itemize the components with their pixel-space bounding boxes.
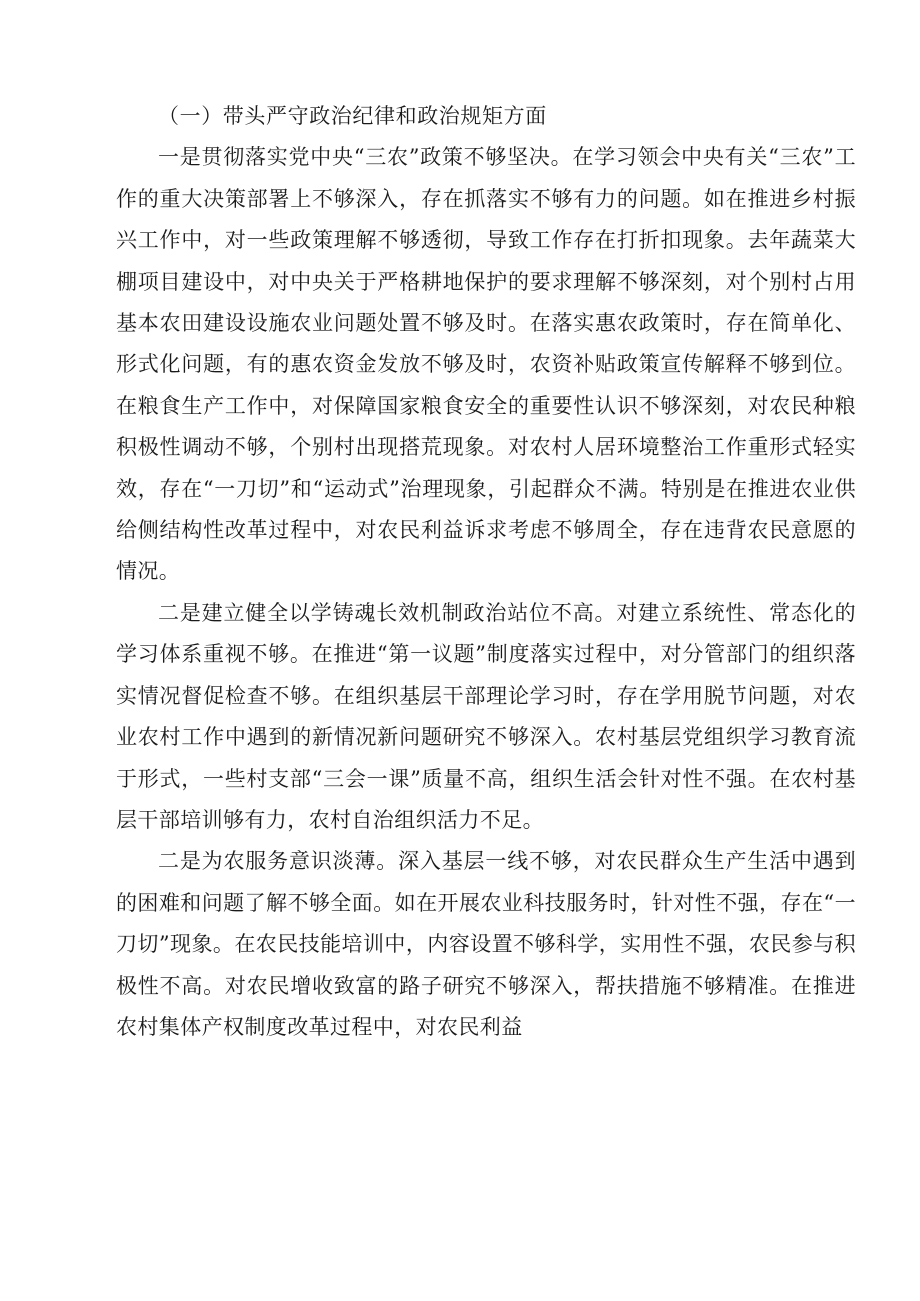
document-body [116, 96, 856, 1048]
paragraph-political-discipline: 一是贯彻落实党中央“三农”政策不够坚决。在学习领会中央有关“三农”工作的重大决策部署上不够深入，存在抓落实不够有力的问题。如在推进乡村振兴工作中，对一些政策理解不够透彻，导致工作存在打折扣现象。去年蔬菜大棚项目建设中，对中央关于严格耕地保护的要求理解不够深刻，对个别村占用基本农田建设设施农业问题处置不够及时。在落实惠农政策时，存在简单化、形式化问题，有的惠农资金发放不够及时，农资补贴政策宣传解释不够到位。在粮食生产工作中，对保障国家粮食安全的重要性认识不够深刻，对农民种粮积极性调动不够，个别村出现搭荒现象。对农村人居环境整治工作重形式轻实效，存在“一刀切”和“运动式”治理现象，引起群众不满。特别是在推进农业供给侧结构性改革过程中，对农民利益诉求考虑不够周全，存在违背农民意愿的情况。 [116, 145, 856, 584]
section-heading: （一）带头严守政治纪律和政治规矩方面 [158, 104, 547, 128]
paragraph-learning-mechanism: 二是建立健全以学铸魂长效机制政治站位不高。对建立系统性、常态化的学习体系重视不够。在推进“第一议题”制度落实过程中，对分管部门的组织落实情况督促检查不够。在组织基层干部理论学习时，存在学用脱节问题，对农业农村工作中遇到的新情况新问题研究不够深入。农村基层党组织学习教育流于形式，一些村支部“三会一课”质量不高，组织生活会针对性不强。在农村基层干部培训够有力，农村自治组织活力不足。 [116, 600, 856, 832]
paragraph-service-awareness: 二是为农服务意识淡薄。深入基层一线不够，对农民群众生产生活中遇到的困难和问题了解不够全面。如在开展农业科技服务时，针对性不强，存在“一刀切”现象。在农民技能培训中，内容设置不够科学，实用性不强，农民参与积极性不高。对农民增收致富的路子研究不够深入，帮扶措施不够精准。在推进农村集体产权制度改革过程中，对农民利益 [116, 849, 856, 1039]
